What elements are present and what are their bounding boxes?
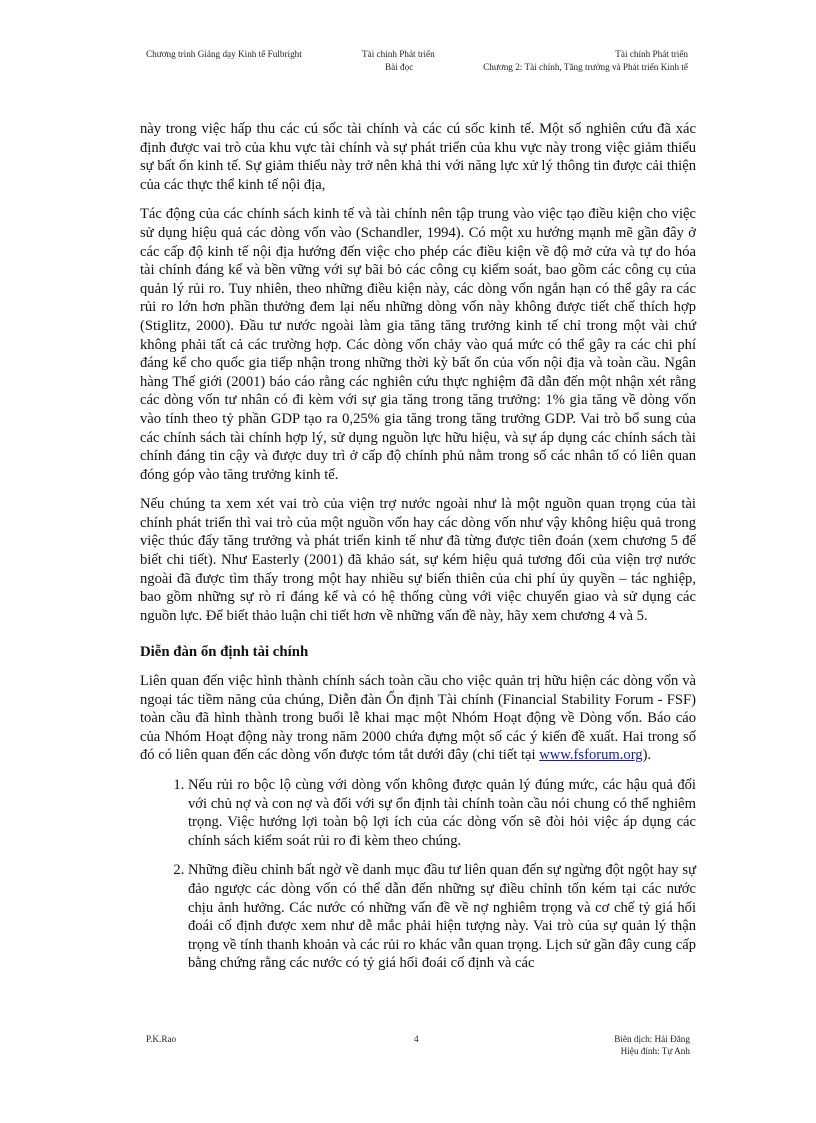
- paragraph-1: này trong việc hấp thu các cú sốc tài chính và các cú sốc kinh tế. Một số nghiên cứu đã xác định được vai trò của khu vực tài chính và sự phát triển của khu vực này trong việc giảm thiểu sự bất ổn kinh tế. Sự giảm thiểu này trở nên khả thi với năng lực xử lý thông tin được cải thiện của các thực thể kinh tế nội địa,: [140, 121, 696, 193]
- footer-translator: Biên dịch: Hải Đăng: [614, 1034, 690, 1044]
- section-intro: [140, 672, 696, 765]
- header-course-left: Tài chính Phát triển: [362, 49, 435, 59]
- fsforum-link[interactable]: www.fsforum.org: [539, 747, 643, 764]
- page-number: 4: [414, 1034, 419, 1044]
- document-body: [140, 120, 696, 984]
- footer-author: P.K.Rao: [146, 1034, 177, 1044]
- header-chapter: Chương 2: Tài chính, Tăng trưởng và Phát triển Kinh tế: [483, 62, 688, 72]
- list-item: 1. Nếu rủi ro bộc lộ cùng với dòng vốn không được quản lý đúng mức, các hậu quả đối với chủ nợ và con nợ và đối với sự ổn định tài chính toàn cầu nói chung có thể nghiêm trọng. Việc hướng lợi toàn bộ lợi ích của các dòng vốn sẽ đòi hỏi việc áp dụng các chính sách kiểm soát rủi ro đi kèm theo chúng.: [188, 776, 696, 850]
- section-heading: Diễn đàn ổn định tài chính: [140, 644, 309, 661]
- header-reading: Bài đọc: [385, 62, 414, 72]
- footer-editor: Hiệu đính: Tự Anh: [620, 1046, 690, 1056]
- section-intro-end: ).: [642, 747, 652, 764]
- header-program: Chương trình Giảng dạy Kinh tế Fulbright: [146, 49, 302, 59]
- header-course-right: Tài chính Phát triển: [615, 49, 688, 59]
- section-intro-text: Liên quan đến việc hình thành chính sách toàn cầu cho việc quản trị hữu hiện các dòng vốn và ngoại tác tiềm năng của chúng, Diễn đàn Ổn định Tài chính (Financial Stability Forum - FSF) toàn cầu đã hình thành trong buổi lễ khai mạc một Nhóm Hoạt động về Dòng vốn. Báo cáo của Nhóm Hoạt động này trong năm 2000 chứa đựng một số các ý kiến đề xuất. Hai trong số đó có liên quan đến các dòng vốn được tóm tắt dưới đây (chi tiết tại: [140, 673, 696, 764]
- paragraph-3: Nếu chúng ta xem xét vai trò của viện trợ nước ngoài như là một nguồn quan trọng của tài chính phát triển thì vai trò của một nguồn vốn hay các dòng vốn như vậy không hiệu quả trong việc thúc đẩy tăng trưởng và phát triển kinh tế như đã từng được tiên đoán (xem chương 5 để biết chi tiết). Như Easterly (2001) đã khảo sát, sự kém hiệu quả tương đối của viện trợ nước ngoài đã được tìm thấy trong một hay nhiều sự biến thiên của chi phí ủy quyền – tác nghiệp, bao gồm những sự rò rỉ đáng kể và có hệ thống cùng với việc chuyển giao và sử dụng các nguồn lực. Để biết thảo luận chi tiết hơn về những vấn đề này, hãy xem chương 4 và 5.: [140, 496, 696, 624]
- paragraph-2: Tác động của các chính sách kinh tế và tài chính nên tập trung vào việc tạo điều kiện cho việc sử dụng hiệu quả các dòng vốn vào (Schandler, 1994). Có một xu hướng mạnh mẽ gần đây ở các cấp độ kinh tế nội địa hướng đến việc cho phép các điều kiện về độ mở cửa và tự do hóa tài chính đáng kể và bền vững với sự bãi bỏ các công cụ kiểm soát, bao gồm các công cụ của quản lý rủi ro. Tuy nhiên, theo những điều kiện này, các dòng vốn ngắn hạn có thể gây ra các rủi ro lớn hơn phần thưởng đem lại nếu những dòng vốn này không được tiết chế thích hợp (Stiglitz, 2000). Đầu tư nước ngoài làm gia tăng tăng trưởng kinh tế chỉ trong một vài chứ không phải tất cả các trường hợp. Các dòng vốn chảy vào quá mức có thể gây ra các chi phí đáng kể cho quốc gia tiếp nhận trong những thời kỳ bất ổn của vốn nội địa và toàn cầu. Ngân hàng Thế giới (2001) báo cáo rằng các nghiên cứu thực nghiệm đã dẫn đến một nhận xét rằng các dòng vốn tư nhân có đi kèm với sự gia tăng trong tăng trưởng: 1% gia tăng về dòng vốn vào tính theo tỷ phần GDP tạo ra 0,25% gia tăng trong tăng trưởng GDP. Vai trò bổ sung của các chính sách tài chính hợp lý, sử dụng nguồn lực hữu hiệu, và sự áp dụng các chính sách tài chính đáng tin cậy và được duy trì ở cấp độ chính phủ nằm trong số các nhân tố có liên quan đóng góp vào tăng trưởng kinh tế.: [140, 206, 696, 483]
- list-item: 2. Những điều chỉnh bất ngờ về danh mục đầu tư liên quan đến sự ngừng đột ngột hay sự đảo ngược các dòng vốn có thể dẫn đến những sự điều chỉnh tốn kém tại các nước chịu ảnh hưởng. Các nước có những vấn đề về nợ nghiêm trọng và cơ chế tỷ giá hối đoái cố định được xem như dễ mắc phải hiện tượng này. Vai trò của sự quản lý thận trọng về tính thanh khoản và các rủi ro khác vẫn quan trọng. Lịch sử gần đây cung cấp bằng chứng rằng các nước có tỷ giá hối đoái cố định và các: [188, 861, 696, 973]
- recommendation-list: [140, 776, 696, 973]
